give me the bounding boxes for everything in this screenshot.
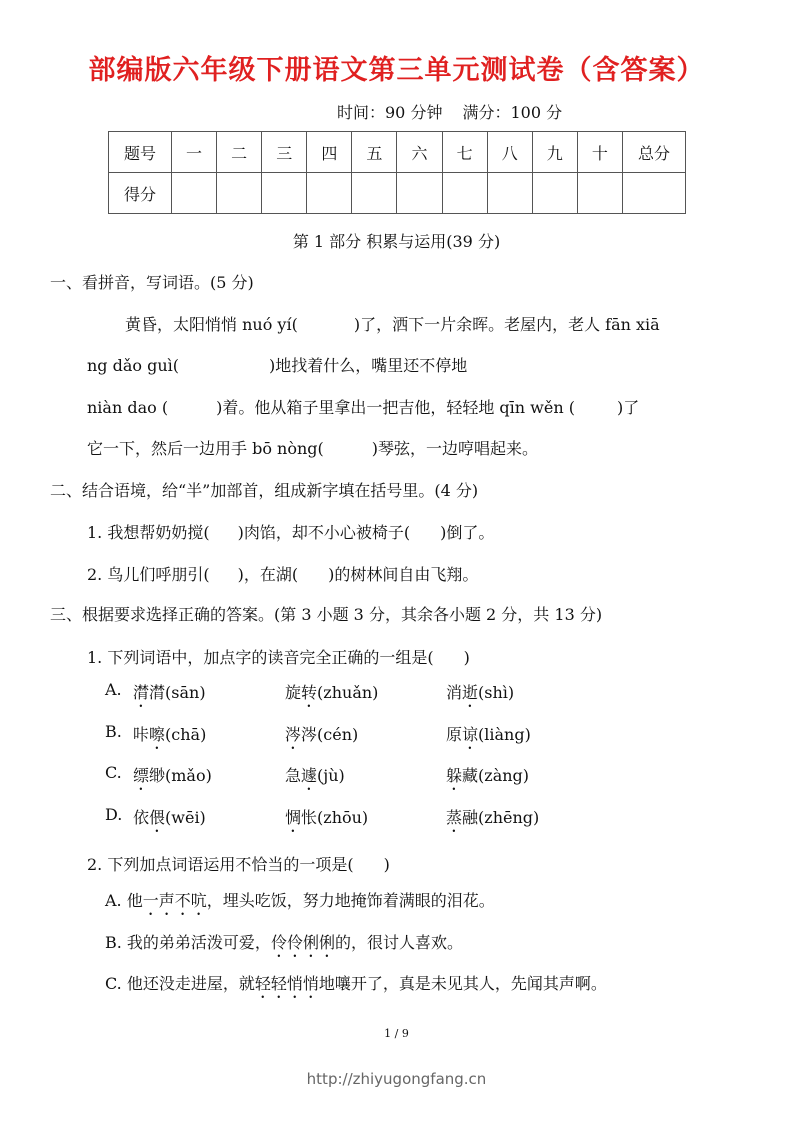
- option-label[interactable]: A.: [105, 680, 122, 699]
- text: 潸(sān): [149, 683, 206, 702]
- question-2-sentence: [87, 520, 494, 543]
- text: )了，洒下一片余晖。老屋内，老人 fān xiā: [353, 315, 660, 334]
- page-title: 部编版六年级下册语文第三单元测试卷（含答案）: [88, 55, 705, 86]
- dotted-char: 缥: [133, 766, 150, 785]
- score-input-cell[interactable]: [307, 173, 352, 214]
- text: (wēi): [165, 808, 206, 827]
- text: 地嚷开了，真是未见其人，先闻其声啊。: [318, 974, 607, 993]
- score-input-cell[interactable]: [623, 173, 686, 214]
- text: C. 他还没走进屋，就: [105, 974, 255, 993]
- watermark-url: http://zhiyugongfang.cn: [306, 1070, 487, 1088]
- text: 2. 下列加点词语运用不恰当的一项是(: [87, 855, 354, 874]
- text: (zhuǎn): [317, 683, 379, 702]
- option-word: [446, 763, 529, 794]
- score-input-cell[interactable]: [487, 173, 532, 214]
- text: 缈(mǎo): [149, 766, 212, 785]
- text: )地找着什么，嘴里还不停地: [269, 356, 468, 375]
- option-label[interactable]: B.: [105, 722, 122, 741]
- score-table-cell: 八: [487, 132, 532, 173]
- text: ng dǎo guì(: [87, 356, 180, 375]
- option-word: [285, 805, 368, 836]
- dotted-phrase: 一声不吭: [142, 891, 207, 910]
- option-row: [105, 763, 122, 782]
- option-label[interactable]: D.: [105, 805, 123, 824]
- text: 咔: [133, 725, 150, 744]
- option-word: [446, 722, 531, 753]
- option-row: [105, 722, 122, 741]
- choice-a[interactable]: [105, 888, 495, 919]
- text: )着。他从箱子里拿出一把吉他，轻轻地 qīn wěn (: [216, 398, 575, 417]
- text: )，在湖(: [237, 565, 299, 584]
- text: )琴弦，一边哼唱起来。: [371, 439, 539, 458]
- dotted-char: 潸: [133, 683, 150, 702]
- text: ，埋头吃饭，努力地掩饰着满眼的泪花。: [206, 891, 495, 910]
- score-table-cell: 十: [577, 132, 622, 173]
- text: 1. 下列词语中，加点字的读音完全正确的一组是(: [87, 648, 434, 667]
- dotted-char: 转: [301, 683, 318, 702]
- dotted-char: 蒸: [446, 808, 463, 827]
- full-score: 满分：100 分: [462, 103, 563, 122]
- dotted-char: 逝: [462, 683, 479, 702]
- question-1-line: [87, 436, 538, 459]
- score-table-cell: 二: [217, 132, 262, 173]
- text: 1. 我想帮奶奶搅(: [87, 523, 210, 542]
- text: )了: [616, 398, 640, 417]
- text: B. 我的弟弟活泼可爱，: [105, 933, 271, 952]
- option-word: [133, 763, 212, 794]
- question-1-line: [125, 312, 660, 335]
- dotted-char: 涔: [285, 725, 302, 744]
- text: 涔(cén): [301, 725, 359, 744]
- score-input-cell[interactable]: [262, 173, 307, 214]
- text: 急: [285, 766, 302, 785]
- option-word: [133, 805, 206, 836]
- text: (liàng): [478, 725, 531, 744]
- score-table-cell: 六: [397, 132, 442, 173]
- dotted-char: 遽: [301, 766, 318, 785]
- part-heading: 第 1 部分 积累与运用(39 分): [292, 232, 501, 251]
- question-3-sub-2: [87, 852, 390, 875]
- score-table-cell: 题号: [109, 132, 172, 173]
- score-table-cell: 五: [352, 132, 397, 173]
- score-table-cell: 七: [442, 132, 487, 173]
- page-number: 1 / 9: [384, 1027, 409, 1040]
- text: ): [383, 855, 390, 874]
- text: )倒了。: [440, 523, 495, 542]
- question-1-title: 一、看拼音，写词语。(5 分): [50, 273, 254, 292]
- text: 它一下，然后一边用手 bō nòng(: [87, 439, 324, 458]
- text: niàn dao (: [87, 398, 169, 417]
- text: )肉馅，却不小心被椅子(: [237, 523, 411, 542]
- dotted-char: 嚓: [149, 725, 166, 744]
- question-1-line: [87, 395, 639, 418]
- question-3-title: 三、根据要求选择正确的答案。(第 3 小题 3 分，其余各小题 2 分，共 13 分): [50, 605, 603, 624]
- score-input-cell[interactable]: [352, 173, 397, 214]
- score-table-cell: 总分: [623, 132, 686, 173]
- score-table: [108, 131, 686, 214]
- score-input-cell[interactable]: [442, 173, 487, 214]
- choice-c[interactable]: [105, 971, 607, 1002]
- question-1-line: [87, 353, 467, 376]
- option-word: [446, 680, 514, 711]
- score-input-cell[interactable]: [532, 173, 577, 214]
- text: 旋: [285, 683, 302, 702]
- dotted-phrase: 伶伶俐俐: [270, 933, 335, 952]
- dotted-char: 惆: [285, 808, 302, 827]
- text: 的，很讨人喜欢。: [334, 933, 463, 952]
- text: ): [463, 648, 470, 667]
- text: 原: [446, 725, 463, 744]
- text: 依: [133, 808, 150, 827]
- score-input-cell[interactable]: [397, 173, 442, 214]
- score-table-cell: 三: [262, 132, 307, 173]
- score-table-cell: 四: [307, 132, 352, 173]
- exam-meta: [337, 100, 562, 123]
- choice-b[interactable]: [105, 930, 463, 961]
- option-label[interactable]: C.: [105, 763, 122, 782]
- text: 黄昏，太阳悄悄 nuó yí(: [125, 315, 298, 334]
- text: (jù): [317, 766, 345, 785]
- dotted-char: 偎: [149, 808, 166, 827]
- score-table-cell: 得分: [109, 173, 172, 214]
- option-word: [285, 763, 345, 794]
- question-2-title: 二、结合语境，给“半”加部首，组成新字填在括号里。(4 分): [50, 481, 479, 500]
- dotted-char: 谅: [462, 725, 479, 744]
- option-word: [285, 680, 378, 711]
- score-table-cell: 一: [172, 132, 217, 173]
- text: 消: [446, 683, 463, 702]
- score-table-header-row: [109, 132, 686, 173]
- score-input-cell[interactable]: [172, 173, 217, 214]
- time-limit: 时间：90 分钟: [337, 103, 443, 122]
- question-2-sentence: [87, 562, 478, 585]
- score-table-score-row: [109, 173, 686, 214]
- text: (chā): [165, 725, 207, 744]
- text: 2. 鸟儿们呼朋引(: [87, 565, 210, 584]
- score-input-cell[interactable]: [217, 173, 262, 214]
- text: A. 他: [105, 891, 143, 910]
- option-word: [446, 805, 539, 836]
- text: )的树林间自由飞翔。: [328, 565, 479, 584]
- option-row: [105, 805, 122, 824]
- option-row: [105, 680, 122, 699]
- text: 融(zhēng): [462, 808, 540, 827]
- text: (shì): [478, 683, 515, 702]
- dotted-char: 躲: [446, 766, 463, 785]
- text: 怅(zhōu): [301, 808, 369, 827]
- option-word: [285, 722, 358, 753]
- score-table-cell: 九: [532, 132, 577, 173]
- text: 藏(zàng): [462, 766, 530, 785]
- option-word: [133, 680, 206, 711]
- option-word: [133, 722, 206, 753]
- dotted-phrase: 轻轻悄悄: [254, 974, 319, 993]
- question-3-sub-1: [87, 645, 470, 668]
- score-input-cell[interactable]: [577, 173, 622, 214]
